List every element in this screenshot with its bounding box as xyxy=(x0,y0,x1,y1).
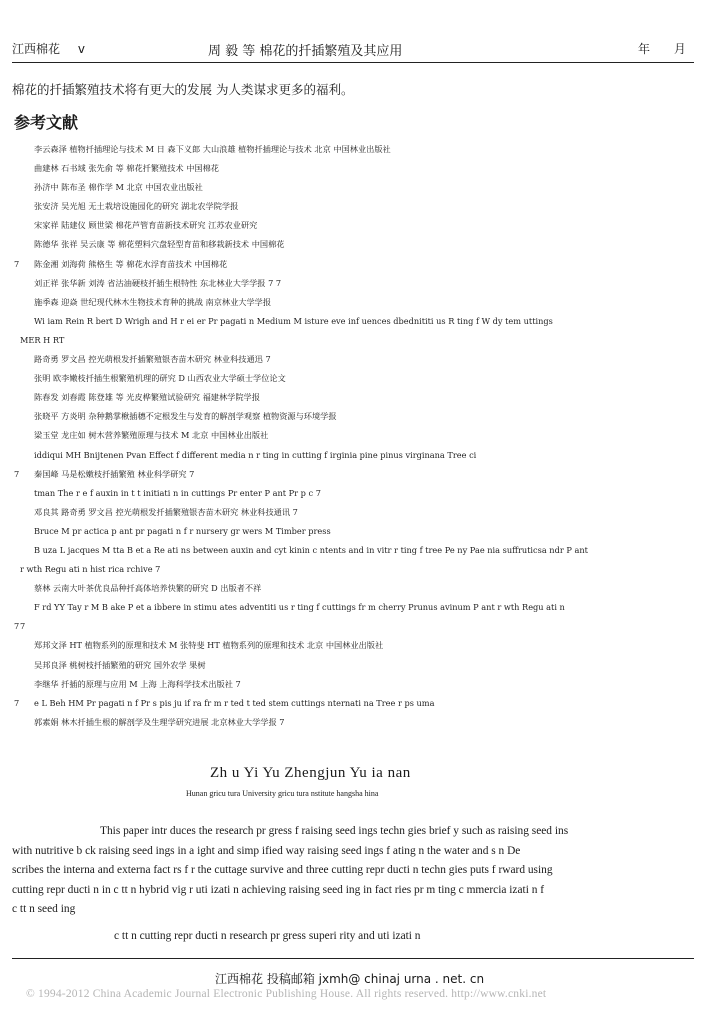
header-month: 月 xyxy=(673,42,686,56)
reference-item xyxy=(14,560,694,579)
reference-text: 陈德华 张祥 吴云康 等 棉花塑料穴盘轻型育苗和移栽新技术 中国棉花 xyxy=(34,239,285,250)
english-abstract xyxy=(12,822,688,920)
abstract-line: cutting repr ducti n in c tt n hybrid vig r uti izati n achieving raising seed ing in fact ries pr m ting c mmercia izati n f xyxy=(12,883,545,896)
reference-text: 刘正祥 张华新 刘涛 省沽油硬枝扦插生根特性 东北林业大学学报 7 7 xyxy=(34,277,282,288)
reference-text: 路奇勇 罗文昌 控光萌根发扦插繁殖银杏苗木研究 林业科技通迅 7 xyxy=(34,354,271,365)
reference-item xyxy=(14,426,694,445)
reference-item xyxy=(14,675,694,694)
reference-item xyxy=(14,159,694,178)
abstract-line: This paper intr duces the research pr gress f raising seed ings techn gies brief y such as raising seed ins xyxy=(100,825,569,837)
reference-text: Wi iam Rein R bert D Wrigh and H r ei er Pr pagati n Medium M isture eve inf uences dbednititi us R ting f W dy tem uttings xyxy=(34,315,553,326)
reference-marker: 7 xyxy=(14,697,20,708)
reference-text: 张晓平 方炎明 杂种鹅掌楸插穗不定根发生与发育的解剖学观察 植物资源与环境学报 xyxy=(34,411,337,422)
reference-item xyxy=(14,484,694,503)
reference-item xyxy=(14,598,694,617)
english-authors: Zh u Yi Yu Zhengjun Yu ia nan xyxy=(210,765,411,781)
reference-item xyxy=(14,312,694,331)
reference-item xyxy=(14,579,694,598)
reference-text: 梁玉堂 龙庄如 树木营养繁殖原理与技术 M 北京 中国林业出版社 xyxy=(34,430,269,441)
reference-item xyxy=(14,274,694,293)
reference-item xyxy=(14,140,694,159)
reference-text: 郑邦文泽 HT 植物系列的原理和技术 M 张特斐 HT 植物系列的原理和技术 北京 中国林业出版社 xyxy=(34,640,384,651)
reference-text: 秦国峰 马是松嫩枝扦插繁殖 林业科学研究 7 xyxy=(34,468,195,479)
references-heading: 参考文献 xyxy=(14,113,79,132)
reference-text: 蔡林 云南大叶茶优良品种扦高体培养快繁的研究 D 出版者不祥 xyxy=(34,583,262,594)
reference-text: iddiqui MH Bnijtenen Pvan Effect f different media n r ting in cutting f irginia pine pinus virginana Tree ci xyxy=(34,449,477,460)
reference-text: 李继华 扦插的原理与应用 M 上海 上海科学技术出版社 7 xyxy=(34,678,241,689)
reference-marker: 7 xyxy=(14,621,20,632)
header-year: 年 xyxy=(638,42,651,56)
reference-text: 施季森 迎焱 世纪现代林木生物技术育种的挑战 南京林业大学学报 xyxy=(34,296,272,307)
conclusion-text: 棉花的扦插繁殖技术将有更大的发展 为人类谋求更多的福利。 xyxy=(12,82,354,97)
reference-text: e L Beh HM Pr pagati n f Pr s pis ju if ra fr m r ted t ted stem cuttings nternati na Tree r ps uma xyxy=(34,697,435,708)
reference-text: 曲建林 石书域 张先俞 等 棉花扦繁殖技术 中国棉花 xyxy=(34,163,219,174)
reference-item xyxy=(14,235,694,254)
running-header-title: 周 毅 等 棉花的扦插繁殖及其应用 xyxy=(208,44,403,59)
reference-item xyxy=(14,407,694,426)
reference-item xyxy=(14,446,694,465)
abstract-line: c tt n seed ing xyxy=(12,903,76,915)
reference-item xyxy=(14,331,694,350)
reference-item xyxy=(14,617,694,636)
reference-text: 陈春发 刘春霞 陈登雄 等 光皮桦繁殖试验研究 福建林学院学报 xyxy=(34,392,260,403)
submission-email: 江西棉花 投稿邮箱 jxmh@ chinaj urna . net. cn xyxy=(215,972,485,986)
reference-item xyxy=(14,694,694,713)
reference-item xyxy=(14,350,694,369)
reference-marker: 7 xyxy=(14,468,20,479)
reference-item xyxy=(14,503,694,522)
reference-text: F rd YY Tay r M B ake P et a ibbere in stimu ates adventiti us r ting f cuttings fr m cherry Prunus avinum P ant r wth Regu ati n xyxy=(34,602,565,613)
copyright-notice: © 1994-2012 China Academic Journal Electronic Publishing House. All rights reserved. http://www.cnki.net xyxy=(26,988,547,1000)
reference-text: Bruce M pr actica p ant pr pagati n f r nursery gr wers M Timber press xyxy=(34,525,331,536)
reference-item xyxy=(14,178,694,197)
reference-text: 陈金湘 刘海荷 熊格生 等 棉花水浮育苗技术 中国棉花 xyxy=(34,258,228,269)
reference-item xyxy=(14,255,694,274)
reference-text: 宋家祥 陆建仪 顾世梁 棉花芦管育苗新技术研究 江苏农业研究 xyxy=(34,220,258,231)
reference-item xyxy=(14,369,694,388)
reference-item xyxy=(14,656,694,675)
reference-text: 张明 欧李嫩枝扦插生根繁殖机理的研究 D 山西农业大学硕士学位论文 xyxy=(34,373,286,384)
reference-item xyxy=(14,465,694,484)
header-rule xyxy=(12,62,694,63)
abstract-line: with nutritive b ck raising seed ings in a ight and simp ified way raising seed ings f ating n the water and s n De xyxy=(12,844,521,857)
footer-rule xyxy=(12,958,694,959)
reference-item xyxy=(14,636,694,655)
journal-name: 江西棉花 xyxy=(12,42,61,56)
reference-text: 吴邦良泽 桃树枝扦插繁殖的研究 国外农学 果树 xyxy=(34,659,206,670)
reference-text: 孙济中 陈布圣 棉作学 M 北京 中国农业出版社 xyxy=(34,182,203,193)
reference-item xyxy=(14,388,694,407)
reference-marker: 7 xyxy=(14,258,20,269)
reference-text: r wth Regu ati n hist rica rchive 7 xyxy=(20,564,161,575)
reference-text: 邓良其 路奇勇 罗文昌 控光萌根发扦插繁殖银杏苗木研究 林业科技通讯 7 xyxy=(34,506,298,517)
reference-text: 张安济 吴光旭 无土栽培设施园化的研究 湖北农学院学报 xyxy=(34,201,239,212)
reference-item xyxy=(14,541,694,560)
journal-volume: v xyxy=(77,42,85,56)
reference-item xyxy=(14,293,694,312)
english-affiliation: Hunan gricu tura University gricu tura nstitute hangsha hina xyxy=(186,789,379,798)
references-list xyxy=(14,140,694,732)
reference-text: 郭素娟 林木扦插生根的解剖学及生理学研究进展 北京林业大学学报 7 xyxy=(34,716,285,727)
running-header-date xyxy=(638,40,686,57)
reference-text: MER H RT xyxy=(20,334,65,345)
reference-text: 7 xyxy=(20,621,26,632)
abstract-line: scribes the interna and externa fact rs f r the cuttage survive and three cutting repr ducti n techn gies puts f rward using xyxy=(12,864,553,876)
reference-text: tman The r e f auxin in t t initiati n in cuttings Pr enter P ant Pr p c 7 xyxy=(34,487,321,498)
reference-text: B uza L jacques M tta B et a Re ati ns between auxin and cyt kinin c ntents and in vitr r ting f tree Pe ny Pae nia suffruticsa ndr P ant xyxy=(34,544,588,555)
reference-item xyxy=(14,216,694,235)
reference-text: 李云森泽 植物扦插理论与技术 M 日 森下义郎 大山浪雄 植物扦插理论与技术 北京 中国林业出版社 xyxy=(34,144,391,154)
english-keywords: c tt n cutting repr ducti n research pr gress superi rity and uti izati n xyxy=(114,930,421,942)
running-header-journal xyxy=(12,40,85,57)
reference-item xyxy=(14,197,694,216)
reference-item xyxy=(14,713,694,732)
reference-item xyxy=(14,522,694,541)
